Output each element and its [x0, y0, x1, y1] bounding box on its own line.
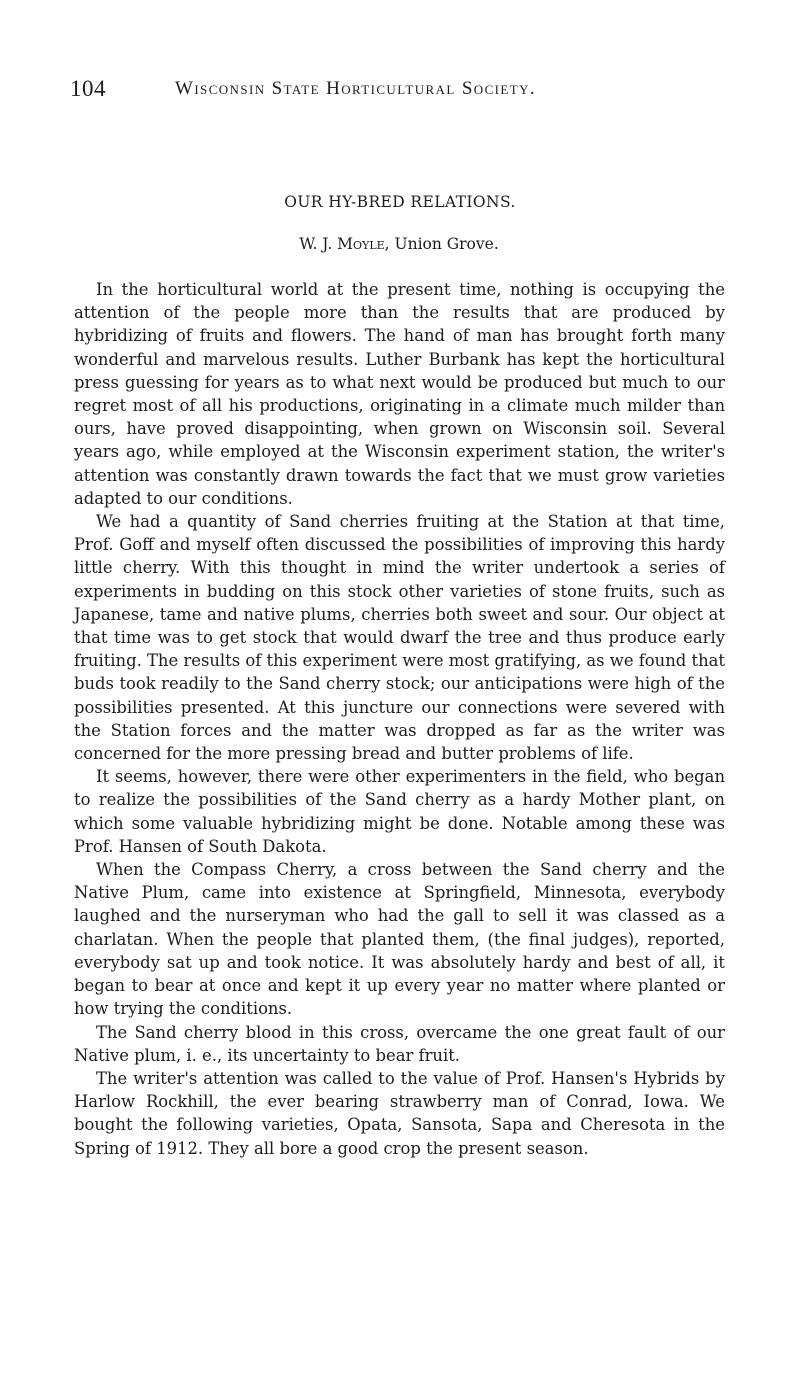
running-head: [70, 76, 640, 106]
article-title-text: OUR HY-BRED RELATIONS.: [284, 193, 516, 211]
paragraph: The Sand cherry blood in this cross, overcame the one great fault of our Native plum, i. e., its uncertainty to bear fruit.: [74, 1022, 725, 1065]
author-location: , Union Grove.: [384, 235, 499, 253]
paragraph: When the Compass Cherry, a cross between the Sand cherry and the Native Plum, came into existence at Springfield, Minnesota, everybody laughed and the nurseryman who had the gall to sell it was classed as a charlatan. When the people that planted them, (the final judges), reported, everybody sat up and took notice. It was absolutely hardy and best of all, it began to bear at once and kept it up every year no matter where planted or how trying the conditions.: [74, 860, 725, 1019]
paragraph: The writer's attention was called to the value of Prof. Hansen's Hybrids by Harlow Rockhill, the ever bearing strawberry man of Conrad, Iowa. We bought the following varieties, Opata, Sansota, Sapa and Cheresota in the Spring of 1912. They all bore a good crop the present season.: [74, 1068, 725, 1158]
paragraph: We had a quantity of Sand cherries fruiting at the Station at that time, Prof. Goff and myself often discussed the possibilities of improving this hardy little cherry. With this thought in mind the writer undertook a series of experiments in budding on this stock other varieties of stone fruits, such as Japanese, tame and native plums, cherries both sweet and sour. Our object at that time was to get stock that would dwarf the tree and thus produce early fruiting. The results of this experiment were most gratifying, as we found that buds took readily to the Sand cherry stock; our anticipations were high of the possibilities presented. At this juncture our connections were severed with the Station forces and the matter was dropped as far as the writer was concerned for the more pressing bread and butter problems of life.: [74, 512, 725, 764]
journal-title: Wisconsin State Horticultural Society.: [175, 78, 537, 99]
byline: [0, 235, 798, 253]
article-body: [74, 278, 725, 1160]
page-number: 104: [70, 76, 106, 101]
paragraph: It seems, however, there were other experimenters in the field, who began to realize the possibilities of the Sand cherry as a hardy Mother plant, on which some valuable hybridizing might be done. Notable among these was Prof. Hansen of South Dakota.: [74, 767, 725, 856]
article-title: [0, 193, 798, 211]
paragraph: In the horticultural world at the present time, nothing is occupying the attention of the people more than the results that are produced by hybridizing of fruits and flowers. The hand of man has brought forth many wonderful and marvelous results. Luther Burbank has kept the horticultural press guessing for years as to what next would be produced but much to our regret most of all his productions, originating in a climate much milder than ours, have proved disappointing, when grown on Wisconsin soil. Several years ago, while employed at the Wisconsin experiment station, the writer's attention was constantly drawn towards the fact that we must grow varieties adapted to our conditions.: [74, 280, 725, 508]
author-name: W. J. Moyle: [299, 235, 385, 253]
